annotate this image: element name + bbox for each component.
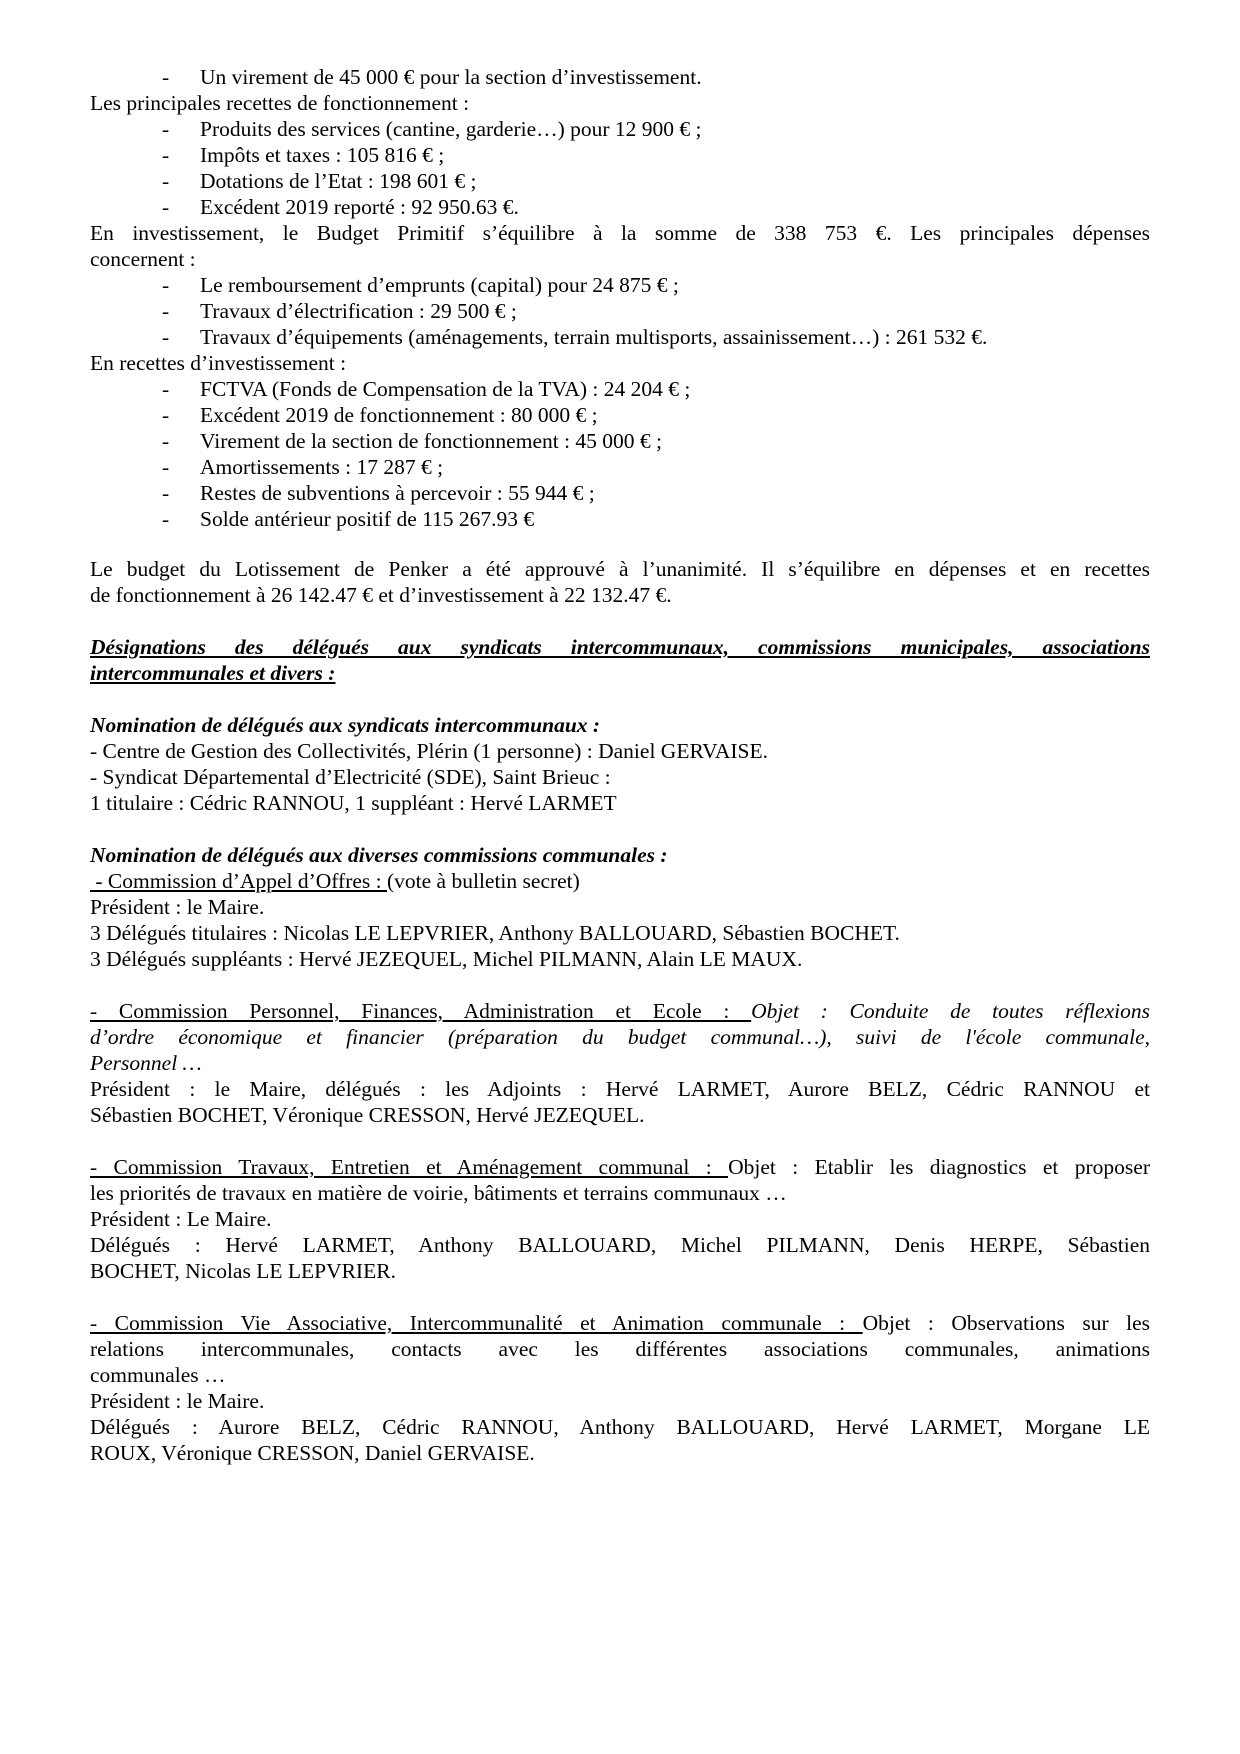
paragraph-line: En recettes d’investissement :: [90, 351, 347, 375]
paragraph-line: de fonctionnement à 26 142.47 € et d’investissement à 22 132.47 €.: [90, 583, 672, 607]
paragraph-line: Président : le Maire.: [90, 895, 265, 919]
list-item: [162, 504, 534, 534]
paragraph-line: 3 Délégués suppléants : Hervé JEZEQUEL, Michel PILMANN, Alain LE MAUX.: [90, 947, 803, 971]
list-item-text: Impôts et taxes : 105 816 € ;: [200, 143, 445, 167]
subsection-heading: Nomination de délégués aux syndicats intercommunaux :: [90, 713, 601, 737]
paragraph-line: concernent :: [90, 247, 196, 271]
bullet-dash: -: [162, 117, 170, 141]
paragraph-line: d’ordre économique et financier (préparation du budget communal…), suivi de l'école communale,: [90, 1025, 1150, 1049]
list-item-text: Dotations de l’Etat : 198 601 € ;: [200, 169, 477, 193]
bullet-dash: -: [162, 507, 170, 531]
paragraph-line: communales …: [90, 1363, 226, 1387]
paragraph-line: En investissement, le Budget Primitif s’équilibre à la somme de 338 753 €. Les principales dépenses: [90, 221, 1150, 245]
paragraph-line: - Syndicat Départemental d’Electricité (SDE), Saint Brieuc :: [90, 765, 611, 789]
list-item-text: Restes de subventions à percevoir : 55 944 € ;: [200, 481, 595, 505]
bullet-dash: -: [162, 169, 170, 193]
paragraph-line: Président : Le Maire.: [90, 1207, 272, 1231]
commission-note: (vote à bulletin secret): [387, 869, 580, 893]
section-heading: Désignations des délégués aux syndicats intercommunaux, commissions municipales, associations: [90, 635, 1150, 659]
section-heading: intercommunales et divers :: [90, 661, 336, 685]
list-item-text: Travaux d’électrification : 29 500 € ;: [200, 299, 517, 323]
list-item-text: Excédent 2019 de fonctionnement : 80 000 € ;: [200, 403, 598, 427]
bullet-dash: -: [162, 481, 170, 505]
list-item-text: Virement de la section de fonctionnement : 45 000 € ;: [200, 429, 663, 453]
subsection-heading: Nomination de délégués aux diverses commissions communales :: [90, 843, 668, 867]
paragraph-line: Les principales recettes de fonctionnement :: [90, 91, 470, 115]
bullet-dash: -: [162, 143, 170, 167]
paragraph-line: Délégués : Hervé LARMET, Anthony BALLOUARD, Michel PILMANN, Denis HERPE, Sébastien: [90, 1233, 1150, 1257]
paragraph-line: Président : le Maire.: [90, 1389, 265, 1413]
bullet-dash: -: [162, 403, 170, 427]
commission-title: - Commission Personnel, Finances, Administration et Ecole :: [90, 999, 752, 1023]
list-item-text: Solde antérieur positif de 115 267.93 €: [200, 507, 535, 531]
bullet-dash: -: [162, 299, 170, 323]
list-item-text: Un virement de 45 000 € pour la section d’investissement.: [200, 65, 702, 89]
paragraph-line: 1 titulaire : Cédric RANNOU, 1 suppléant : Hervé LARMET: [90, 791, 617, 815]
commission-object: Objet : Conduite de toutes réflexions: [751, 999, 1151, 1023]
paragraph-line: Le budget du Lotissement de Penker a été approuvé à l’unanimité. Il s’équilibre en dépenses et en recettes: [90, 557, 1150, 581]
commission-object: Objet : Etablir les diagnostics et proposer: [728, 1155, 1150, 1179]
paragraph-line: Sébastien BOCHET, Véronique CRESSON, Hervé JEZEQUEL.: [90, 1103, 645, 1127]
list-item-text: Produits des services (cantine, garderie…) pour 12 900 € ;: [200, 117, 702, 141]
paragraph-line: Personnel …: [90, 1051, 202, 1075]
paragraph-line: ROUX, Véronique CRESSON, Daniel GERVAISE.: [90, 1441, 535, 1465]
bullet-dash: -: [162, 455, 170, 479]
paragraph-line: - Centre de Gestion des Collectivités, Plérin (1 personne) : Daniel GERVAISE.: [90, 739, 768, 763]
list-item-text: Travaux d’équipements (aménagements, terrain multisports, assainissement…) : 261 532 €.: [200, 325, 988, 349]
list-item-text: Le remboursement d’emprunts (capital) pour 24 875 € ;: [200, 273, 679, 297]
commission-object: Objet : Observations sur les: [862, 1311, 1150, 1335]
paragraph-line: Président : le Maire, délégués : les Adjoints : Hervé LARMET, Aurore BELZ, Cédric RANNOU et: [90, 1077, 1150, 1101]
list-item-text: Amortissements : 17 287 € ;: [200, 455, 444, 479]
paragraph-line: relations intercommunales, contacts avec les différentes associations communales, animations: [90, 1337, 1150, 1361]
paragraph-line: 3 Délégués titulaires : Nicolas LE LEPVRIER, Anthony BALLOUARD, Sébastien BOCHET.: [90, 921, 900, 945]
bullet-dash: -: [162, 429, 170, 453]
paragraph-line: BOCHET, Nicolas LE LEPVRIER.: [90, 1259, 396, 1283]
bullet-dash: -: [162, 273, 170, 297]
list-item-text: FCTVA (Fonds de Compensation de la TVA) : 24 204 € ;: [200, 377, 691, 401]
paragraph-line: Délégués : Aurore BELZ, Cédric RANNOU, Anthony BALLOUARD, Hervé LARMET, Morgane LE: [90, 1415, 1150, 1439]
bullet-dash: -: [162, 325, 170, 349]
commission-title: - Commission d’Appel d’Offres :: [90, 869, 387, 893]
bullet-dash: -: [162, 195, 170, 219]
paragraph-line: les priorités de travaux en matière de voirie, bâtiments et terrains communaux …: [90, 1181, 787, 1205]
bullet-dash: -: [162, 65, 170, 89]
bullet-dash: -: [162, 377, 170, 401]
commission-title: - Commission Travaux, Entretien et Aménagement communal :: [90, 1155, 729, 1179]
commission-title: - Commission Vie Associative, Intercommunalité et Animation communale :: [90, 1311, 863, 1335]
list-item-text: Excédent 2019 reporté : 92 950.63 €.: [200, 195, 519, 219]
